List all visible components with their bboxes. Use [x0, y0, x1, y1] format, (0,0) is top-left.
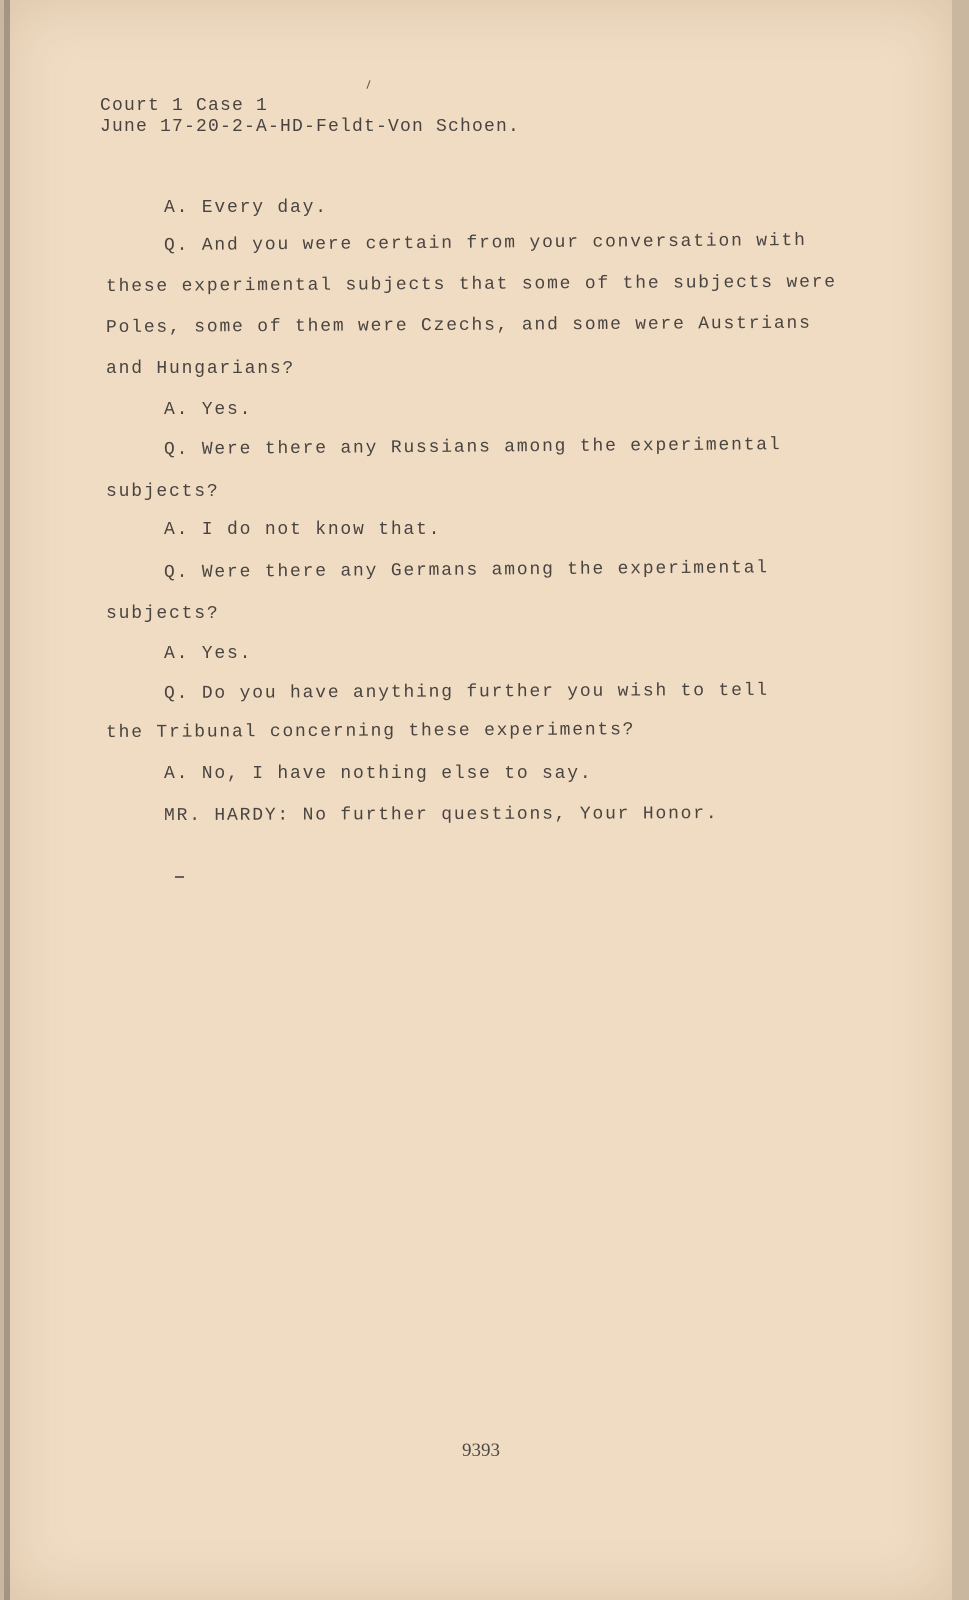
- answer-line: A. Yes.: [164, 400, 253, 420]
- question-continuation-line: these experimental subjects that some of the subjects were: [105, 272, 837, 297]
- document-page: [4, 0, 952, 1600]
- question-continuation-line: the Tribunal concerning these experiments?: [105, 720, 636, 743]
- ink-mark: [366, 80, 370, 89]
- answer-line: A. I do not know that.: [164, 520, 442, 540]
- page-edge: [4, 0, 10, 1600]
- dash-mark: [175, 876, 184, 878]
- answer-line: A. Every day.: [164, 198, 328, 218]
- case-header-line-1: Court 1 Case 1: [100, 96, 269, 116]
- question-continuation-line: Poles, some of them were Czechs, and some were Austrians: [105, 313, 812, 338]
- question-line: Q. Do you have anything further you wish to tell: [163, 680, 769, 704]
- answer-line: A. Yes.: [164, 644, 253, 664]
- page-number: 9393: [462, 1440, 500, 1461]
- answer-line: A. No, I have nothing else to say.: [164, 764, 593, 784]
- question-line: Q. And you were certain from your conversation with: [163, 230, 807, 256]
- case-header-line-2: June 17-20-2-A-HD-Feldt-Von Schoen.: [100, 117, 521, 137]
- question-continuation-line: and Hungarians?: [106, 359, 296, 379]
- question-line: Q. Were there any Germans among the experimental: [163, 558, 769, 583]
- question-line: Q. Were there any Russians among the experimental: [163, 435, 782, 460]
- question-continuation-line: subjects?: [106, 482, 220, 502]
- question-continuation-line: subjects?: [106, 604, 220, 624]
- speaker-statement-line: MR. HARDY: No further questions, Your Honor.: [163, 804, 719, 826]
